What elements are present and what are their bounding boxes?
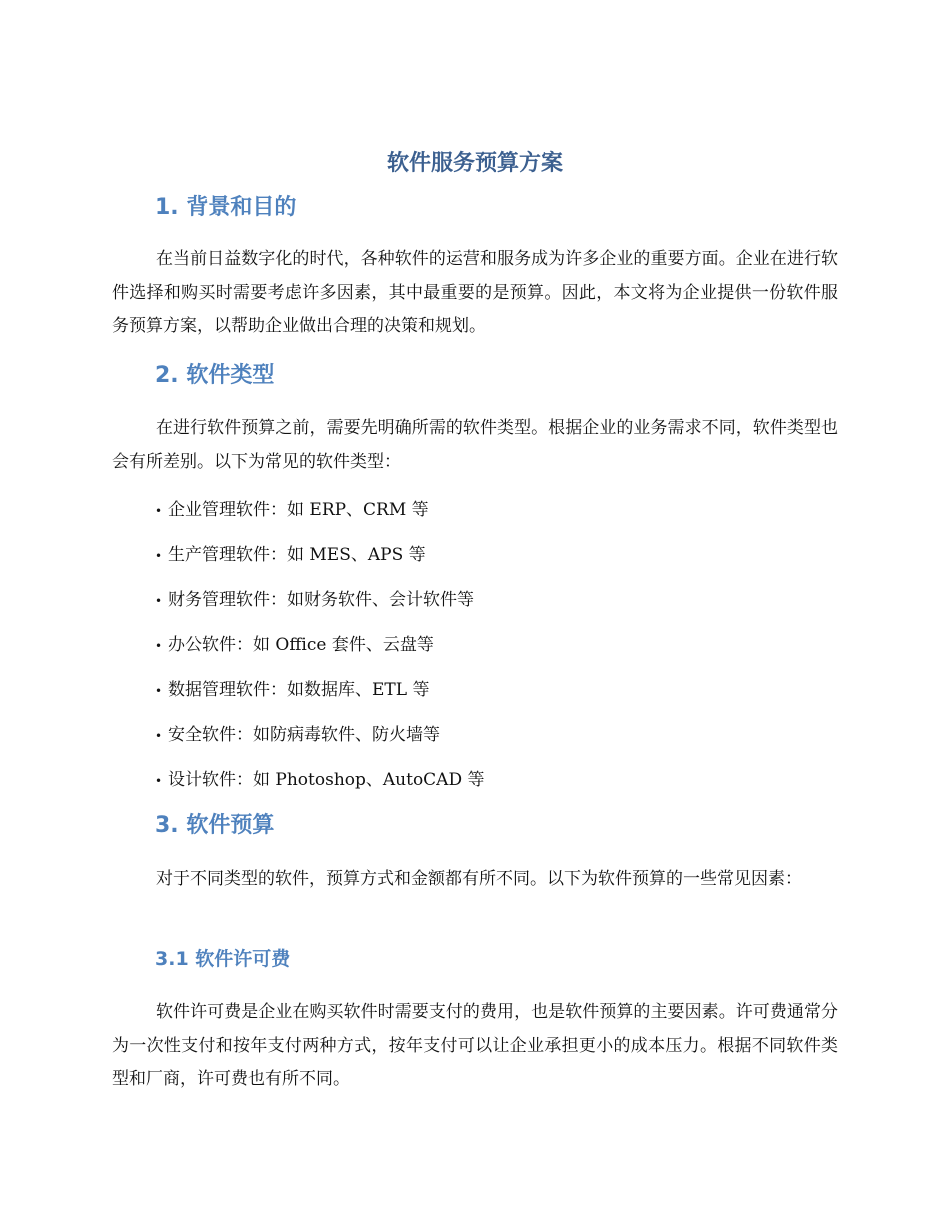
bullet-icon: • — [155, 594, 163, 608]
section-paragraph-software-budget: 对于不同类型的软件，预算方式和金额都有所不同。以下为软件预算的一些常见因素： — [156, 869, 802, 889]
bullet-icon: • — [155, 639, 163, 653]
list-item-text: 财务管理软件：如财务软件、会计软件等 — [168, 590, 474, 610]
document-title: 软件服务预算方案 — [386, 151, 563, 176]
subsection-heading-license-fee: 3.1 软件许可费 — [155, 948, 291, 970]
list-item — [155, 668, 485, 713]
list-item-text: 生产管理软件：如 MES、APS 等 — [168, 545, 426, 565]
list-item — [155, 623, 485, 668]
section-paragraph-background: 在当前日益数字化的时代，各种软件的运营和服务成为许多企业的重要方面。企业在进行软件选择和购买时需要考虑许多因素，其中最重要的是预算。因此，本文将为企业提供一份软件服务预算方案，以帮助企业做出合理的决策和规划。 — [112, 249, 838, 336]
list-item-text: 办公软件：如 Office 套件、云盘等 — [168, 635, 434, 655]
subsection-paragraph-license-fee: 软件许可费是企业在购买软件时需要支付的费用，也是软件预算的主要因素。许可费通常分为一次性支付和按年支付两种方式，按年支付可以让企业承担更小的成本压力。根据不同软件类型和厂商，许可费也有所不同。 — [112, 1002, 838, 1089]
list-item — [155, 578, 485, 623]
bullet-icon: • — [155, 549, 163, 563]
list-item — [155, 758, 485, 803]
section-heading-software-types: 2. 软件类型 — [155, 363, 275, 388]
list-item — [155, 713, 485, 758]
section-heading-software-budget: 3. 软件预算 — [155, 813, 275, 838]
list-item-text: 企业管理软件：如 ERP、CRM 等 — [168, 500, 429, 520]
list-item — [155, 488, 485, 533]
software-type-list — [155, 488, 485, 803]
bullet-icon: • — [155, 729, 163, 743]
list-item-text: 设计软件：如 Photoshop、AutoCAD 等 — [168, 770, 485, 790]
section-heading-background: 1. 背景和目的 — [155, 195, 297, 220]
list-item-text: 安全软件：如防病毒软件、防火墙等 — [168, 725, 440, 745]
list-item — [155, 533, 485, 578]
section-paragraph-software-types: 在进行软件预算之前，需要先明确所需的软件类型。根据企业的业务需求不同，软件类型也会有所差别。以下为常见的软件类型： — [112, 418, 838, 472]
list-item-text: 数据管理软件：如数据库、ETL 等 — [168, 680, 430, 700]
bullet-icon: • — [155, 504, 163, 518]
bullet-icon: • — [155, 684, 163, 698]
bullet-icon: • — [155, 774, 163, 788]
